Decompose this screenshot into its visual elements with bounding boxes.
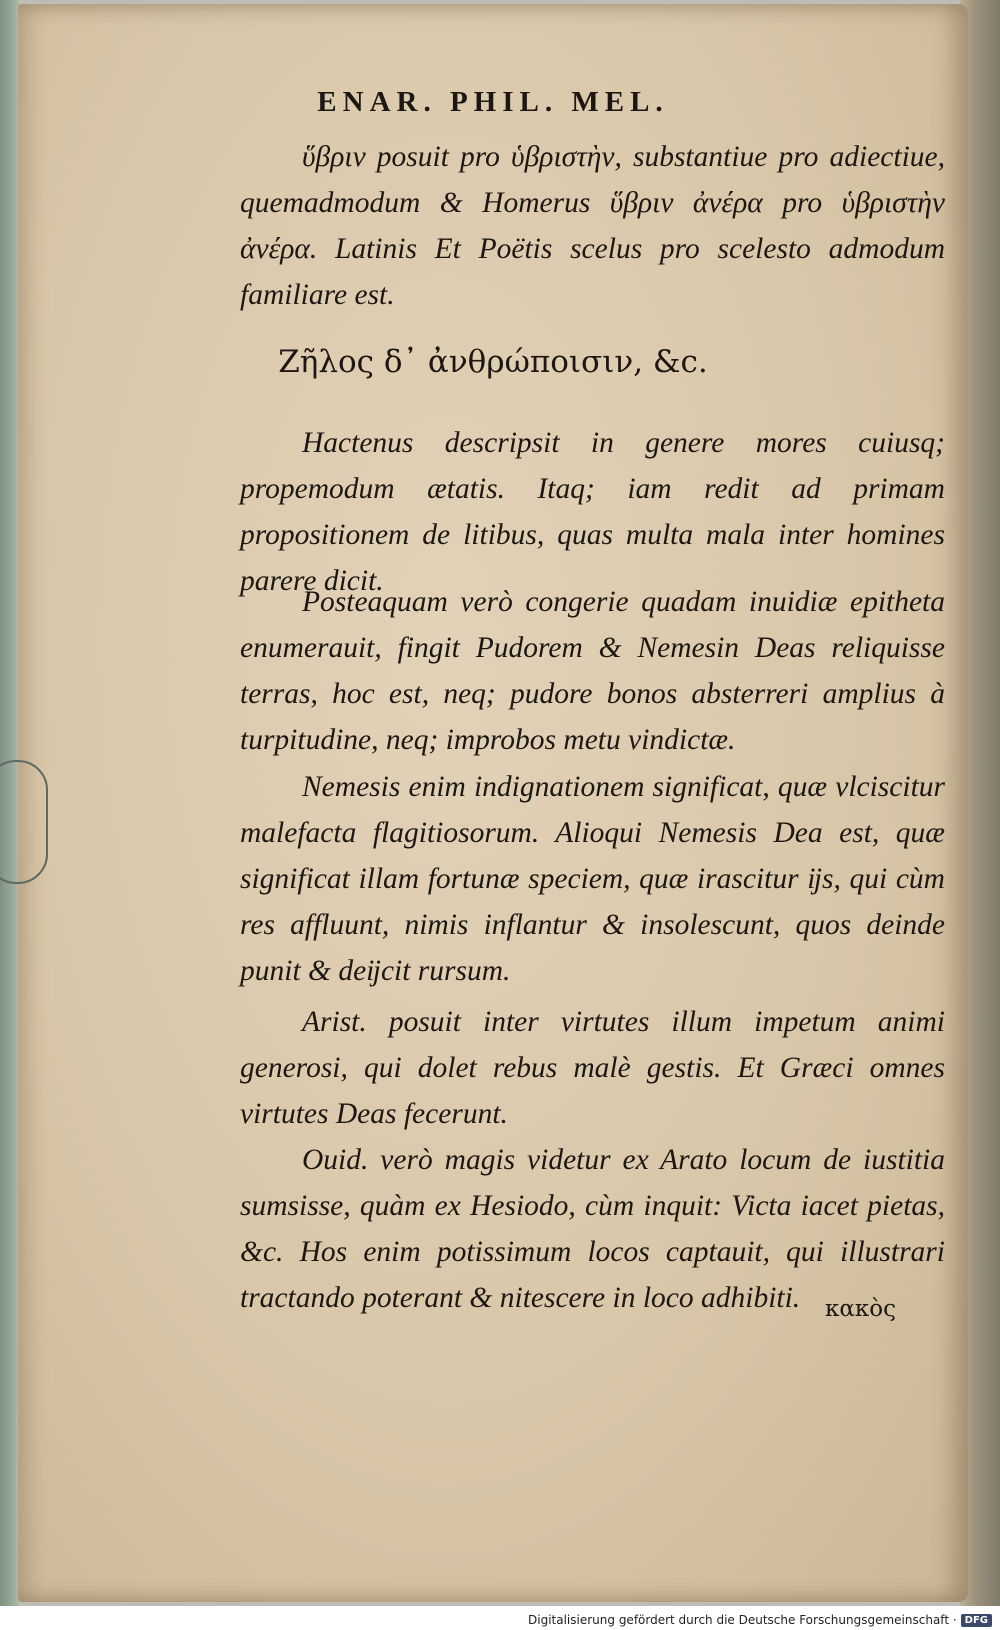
book-page <box>18 4 968 1602</box>
digitization-credit <box>528 1613 992 1627</box>
paragraph-4: Nemesis enim indignationem significat, quæ vlciscitur malefacta flagitiosorum. Alioqui Nemesis Dea est, quæ significat illam fortunæ speciem, quæ irascitur ĳs, qui cùm res affluunt, nimis inflantur & insolescunt, quos deinde punit & deĳcit rursum. <box>240 771 945 987</box>
footer-bar <box>0 1606 1000 1630</box>
paragraph-6: Ouid. verò magis videtur ex Arato locum de iustitia sumsisse, quàm ex Hesiodo, cùm inquit: Victa iacet pietas, &c. Hos enim potissimum locos captauit, qui illustrari tractando poterant & nitescere in loco adhibiti. <box>240 1144 945 1314</box>
dfg-logo: DFG <box>961 1614 992 1627</box>
paragraph-3: Posteaquam verò congerie quadam inuidiæ epitheta enumerauit, fingit Pudorem & Nemesin Deas reliquisse terras, hoc est, neq; pudore bonos absterreri amplius à turpitudine, neq; improbos metu vindictæ. <box>240 586 945 756</box>
paragraph-1: ὕβριν posuit pro ὑβριστὴν, substantiue pro adiectiue, quemadmodum & Homerus ὕβριν ἀνέρα pro ὑβριστὴν ἀνέρα. Latinis Et Poëtis scelus pro scelesto admodum familiare est. <box>240 141 945 311</box>
catchword: κακὸς <box>824 1296 896 1322</box>
running-header: ENAR. PHIL. MEL. <box>317 86 669 118</box>
paragraph-5: Arist. posuit inter virtutes illum impetum animi generosi, qui dolet rebus malè gestis. Et Græci omnes virtutes Deas fecerunt. <box>240 1006 945 1130</box>
paragraph-2: Hactenus descripsit in genere mores cuiusq; propemodum ætatis. Itaq; iam redit ad primam propositionem de litibus, quas multa mala inter homines parere dicit. <box>240 427 945 597</box>
credit-text: Digitalisierung gefördert durch die Deutsche Forschungsgemeinschaft · <box>528 1613 957 1627</box>
section-heading-greek: Ζῆλος δ᾽ ἀνθρώποισιν, &c. <box>278 344 708 380</box>
clasp-ring <box>0 760 48 884</box>
